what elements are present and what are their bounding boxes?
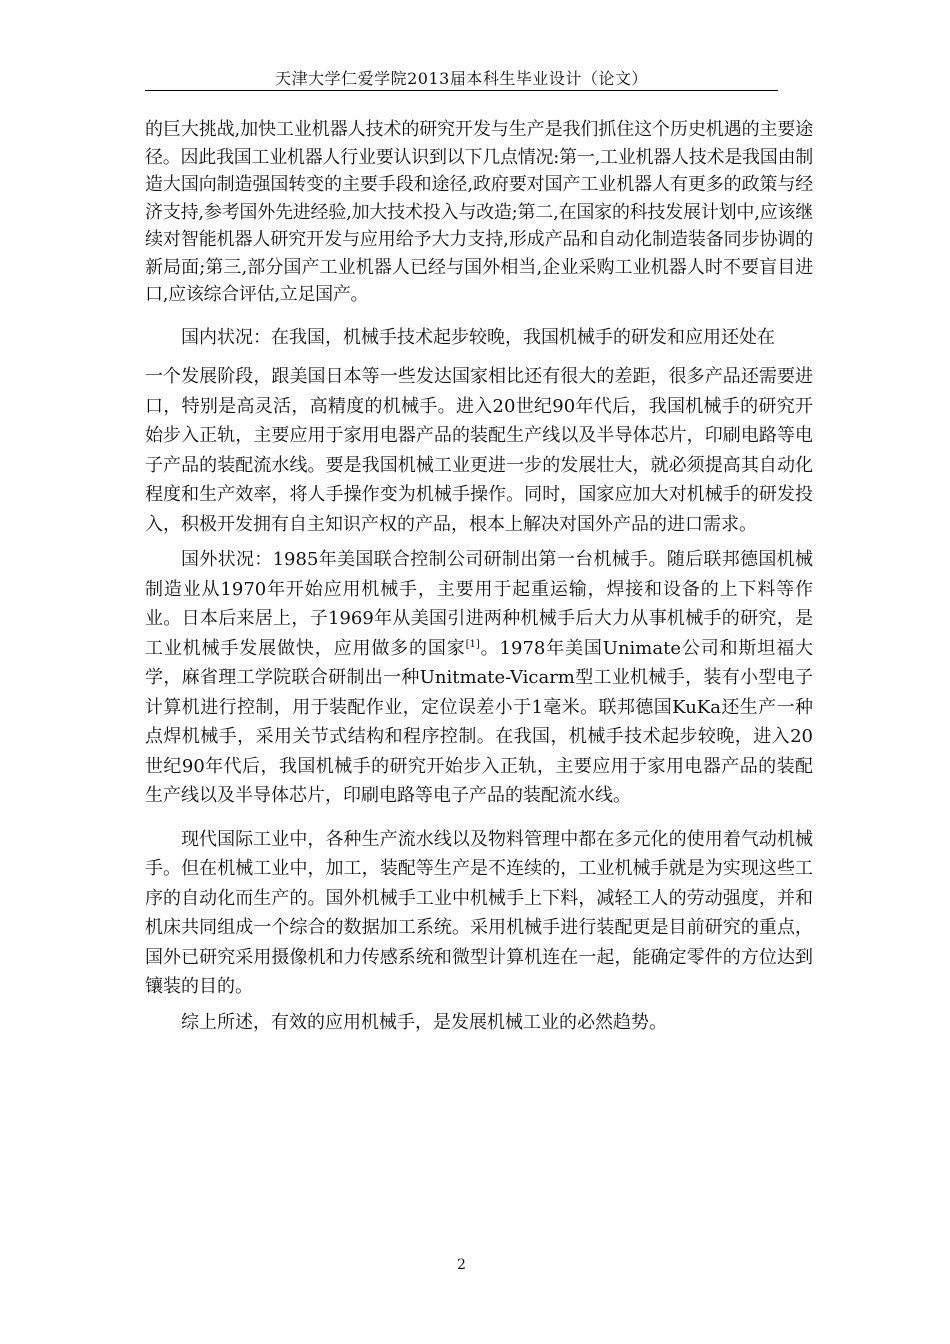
page-number: 2	[457, 1257, 466, 1273]
foreign-status-text-2: 。1978年美国Unimate公司和斯坦福大学，麻省理工学院联合研制出一种Unitmate-Vicarm型工业机械手，装有小型电子计算机进行控制，用于装配作业，定位误差小于1毫米。联邦德国KuKa还生产一种点焊机械手，采用关节式结构和程序控制。在我国，机械手技术起步较晚，进入20世纪90年代后，我国机械手的研究开始步入正轨，主要应用于家用电器产品的装配生产线以及半导体芯片，印刷电路等电子产品的装配流水线。	[145, 637, 814, 806]
foreign-status-text-1: 国外状况：1985年美国联合控制公司研制出第一台机械手。随后联邦德国机械制造业从1970年开始应用机械手，主要用于起重运输，焊接和设备的上下料等作业。日本后来居上，子1969年从美国引进两种机械手后大力从事机械手的研究，是工业机械手发展做快，应用做多的国家	[145, 549, 813, 659]
header-rule	[145, 90, 778, 91]
citation-ref: [1]	[465, 638, 480, 650]
body-text	[145, 116, 813, 1037]
paragraph-conclusion: 综上所述，有效的应用机械手，是发展机械工业的必然趋势。	[181, 1011, 667, 1033]
paragraph-industrial-robot-advice: 的巨大挑战,加快工业机器人技术的研究开发与生产是我们抓住这个历史机遇的主要途径。因此我国工业机器人行业要认识到以下几点情况:第一,工业机器人技术是我国由制造大国向制造强国转变的主要手段和途径,政府要对国产工业机器人有更多的政策与经济支持,参考国外先进经验,加大技术投入与改造;第二,在国家的科技发展计划中,应该继续对智能机器人研究开发与应用给予大力支持,形成产品和自动化制造装备同步协调的新局面;第三,部分国产工业机器人已经与国外相当,企业采购工业机器人时不要盲目进口,应该综合评估,立足国产。	[145, 119, 813, 305]
paragraph-domestic-status-heading: 国内状况：在我国，机械手技术起步较晚，我国机械手的研发和应用还处在	[181, 326, 775, 348]
paragraph-modern-industry: 现代国际工业中，各种生产流水线以及物料管理中都在多元化的使用着气动机械手。但在机械工业中，加工，装配等生产是不连续的，工业机械手就是为实现这些工序的自动化而生产的。国外机械手工业中机械手上下料，减轻工人的劳动强度，并和机床共同组成一个综合的数据加工系统。采用机械手进行装配更是目前研究的重点，国外已研究采用摄像机和力传感系统和微型计算机连在一起，能确定零件的方位达到镶装的目的。	[145, 828, 813, 997]
paragraph-foreign-status	[145, 545, 813, 811]
page-header: 天津大学仁爱学院2013届本科生毕业设计（论文）	[275, 69, 648, 88]
paragraph-domestic-status: 一个发展阶段，跟美国日本等一些发达国家相比还有很大的差距，很多产品还需要进口，特别是高灵活，高精度的机械手。进入20世纪90年代后，我国机械手的研究开始步入正轨，主要应用于家用电器产品的装配生产线以及半导体芯片，印刷电路等电子产品的装配流水线。要是我国机械工业更进一步的发展壮大，就必须提高其自动化程度和生产效率，将人手操作变为机械手操作。同时，国家应加大对机械手的研发投入，积极开发拥有自主知识产权的产品，根本上解决对国外产品的进口需求。	[145, 366, 813, 535]
